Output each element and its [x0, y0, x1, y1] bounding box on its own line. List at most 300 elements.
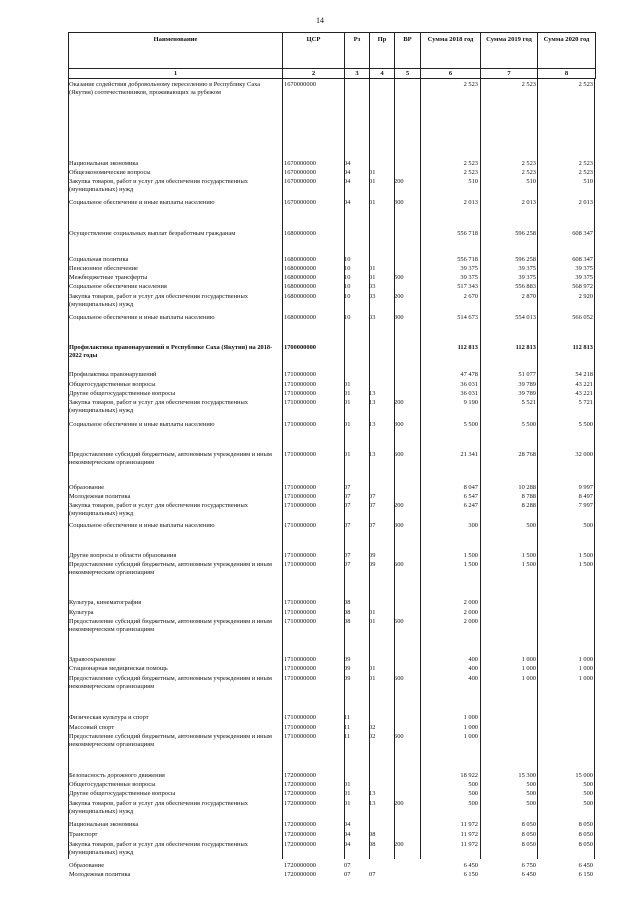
- cell-pr: 01: [369, 274, 376, 281]
- cell-rz: 08: [344, 618, 351, 625]
- header-sum-2018: Сумма 2018 год: [421, 33, 481, 69]
- cell-csr: 1710000000: [284, 665, 316, 672]
- cell-s18: 39 375: [460, 265, 478, 272]
- cell-s20: 7 997: [578, 502, 593, 509]
- cell-name: Культура, кинематография: [69, 599, 142, 606]
- column-number: 2: [283, 69, 345, 79]
- cell-s18: 2 000: [463, 599, 478, 606]
- cell-vr: 300: [394, 421, 404, 428]
- cell-s19: 500: [526, 522, 536, 529]
- cell-csr: 1710000000: [284, 609, 316, 616]
- cell-vr: 200: [394, 293, 404, 300]
- cell-csr: 1720000000: [284, 831, 316, 838]
- cell-csr: 1720000000: [284, 790, 316, 797]
- cell-name: Общеэкономические вопросы: [69, 169, 151, 176]
- cell-s20: 8 050: [578, 821, 593, 828]
- cell-s18: 1 500: [463, 552, 478, 559]
- table-header: [68, 32, 596, 79]
- cell-name: Образование: [69, 484, 105, 491]
- cell-csr: 1710000000: [284, 493, 316, 500]
- cell-csr: 1720000000: [284, 871, 316, 878]
- cell-pr: 01: [369, 178, 376, 185]
- cell-name: Молодежная политика: [69, 493, 131, 500]
- cell-s20: 6 150: [578, 871, 593, 878]
- cell-pr: 13: [369, 390, 376, 397]
- cell-s20: 500: [583, 800, 593, 807]
- cell-s20: 608 347: [572, 256, 593, 263]
- cell-s20: 9 997: [578, 484, 593, 491]
- cell-rz: 01: [344, 399, 351, 406]
- column-rule: [369, 79, 370, 859]
- cell-csr: 1720000000: [284, 800, 316, 807]
- cell-csr: 1670000000: [284, 178, 316, 185]
- cell-vr: 300: [394, 314, 404, 321]
- cell-s18: 39 375: [460, 274, 478, 281]
- cell-s20: 2 523: [578, 169, 593, 176]
- column-rule: [537, 79, 538, 859]
- cell-name: Другие общегосударственные вопросы: [69, 390, 176, 397]
- cell-vr: 500: [394, 274, 404, 281]
- cell-rz: 08: [344, 609, 351, 616]
- column-rule: [594, 79, 595, 859]
- column-rule: [480, 79, 481, 859]
- cell-rz: 07: [344, 502, 351, 509]
- header-csr: ЦСР: [283, 33, 345, 69]
- cell-csr: 1710000000: [284, 399, 316, 406]
- cell-s18: 6 150: [463, 871, 478, 878]
- column-number: 6: [421, 69, 481, 79]
- cell-s18: 1 000: [463, 714, 478, 721]
- cell-csr: 1680000000: [284, 314, 316, 321]
- cell-s20: 54 218: [575, 371, 593, 378]
- cell-s18: 517 343: [457, 283, 478, 290]
- cell-rz: 11: [344, 714, 351, 721]
- cell-s20: 608 347: [572, 230, 593, 237]
- cell-s20: 500: [583, 522, 593, 529]
- cell-pr: 13: [369, 800, 376, 807]
- cell-rz: 01: [344, 390, 351, 397]
- cell-s20: 39 375: [575, 274, 593, 281]
- cell-name: Социальное обеспечение и иные выплаты населению: [69, 199, 215, 206]
- cell-s19: 6 450: [521, 871, 536, 878]
- cell-rz: 11: [344, 733, 351, 740]
- cell-s19: 1 000: [521, 675, 536, 682]
- cell-s18: 500: [468, 790, 478, 797]
- cell-s18: 6 450: [463, 862, 478, 869]
- cell-rz: 09: [344, 665, 351, 672]
- cell-rz: 10: [344, 283, 351, 290]
- cell-s20: 6 450: [578, 862, 593, 869]
- cell-s18: 510: [468, 178, 478, 185]
- cell-s20: 8 497: [578, 493, 593, 500]
- cell-name: Массовый спорт: [69, 724, 115, 731]
- cell-s19: 500: [526, 800, 536, 807]
- cell-name: Межбюджетные трансферты: [69, 274, 148, 281]
- cell-name: Социальное обеспечение населения: [69, 283, 167, 290]
- cell-s18: 556 718: [457, 256, 478, 263]
- cell-csr: 1710000000: [284, 390, 316, 397]
- cell-s19: 1 500: [521, 552, 536, 559]
- cell-rz: 04: [344, 160, 351, 167]
- header-name: Наименование: [69, 33, 283, 69]
- cell-name: Предоставление субсидий бюджетным, автономным учреждениям и иным некоммерческим организациям: [69, 733, 272, 749]
- table-body: [68, 79, 595, 878]
- cell-pr: 02: [369, 724, 376, 731]
- cell-s20: 1 500: [578, 561, 593, 568]
- cell-s19: 8 788: [521, 493, 536, 500]
- cell-name: Профилактика правонарушений: [69, 371, 157, 378]
- cell-pr: 01: [369, 609, 376, 616]
- cell-vr: 600: [394, 561, 404, 568]
- cell-s19: 10 288: [518, 484, 536, 491]
- cell-csr: 1710000000: [284, 451, 316, 458]
- cell-s18: 112 813: [457, 344, 478, 351]
- cell-name: Предоставление субсидий бюджетным, автономным учреждениям и иным некоммерческим организациям: [69, 451, 272, 467]
- cell-pr: 01: [369, 665, 376, 672]
- column-rule: [344, 79, 345, 859]
- cell-s19: 596 258: [515, 256, 536, 263]
- cell-rz: 01: [344, 451, 351, 458]
- cell-s18: 2 523: [463, 169, 478, 176]
- cell-s19: 556 883: [515, 283, 536, 290]
- cell-csr: 1710000000: [284, 502, 316, 509]
- cell-name: Образование: [69, 862, 105, 869]
- cell-s18: 36 031: [460, 381, 478, 388]
- cell-s18: 11 972: [460, 831, 478, 838]
- cell-s19: 8 050: [521, 821, 536, 828]
- cell-csr: 1680000000: [284, 256, 316, 263]
- column-rule: [282, 79, 283, 859]
- cell-pr: 13: [369, 421, 376, 428]
- header-pr: Пр: [370, 33, 395, 69]
- column-number: 5: [395, 69, 421, 79]
- cell-name: Закупка товаров, работ и услуг для обеспечения государственных (муниципальных) нужд: [69, 502, 248, 518]
- cell-rz: 04: [344, 178, 351, 185]
- cell-rz: 04: [344, 199, 351, 206]
- cell-s18: 556 718: [457, 230, 478, 237]
- cell-name: Закупка товаров, работ и услуг для обеспечения государственных (муниципальных) нужд: [69, 800, 248, 816]
- cell-s20: 43 221: [575, 390, 593, 397]
- cell-rz: 04: [344, 831, 351, 838]
- cell-s18: 2 000: [463, 618, 478, 625]
- cell-csr: 1720000000: [284, 821, 316, 828]
- cell-s20: 1 000: [578, 675, 593, 682]
- cell-name: Профилактика правонарушений в Республике Саха (Якутия) на 2018-2022 годы: [69, 344, 273, 360]
- cell-pr: 08: [369, 831, 376, 838]
- cell-name: Безопасность дорожного движения: [69, 772, 165, 779]
- cell-rz: 08: [344, 599, 351, 606]
- cell-s19: 15 300: [518, 772, 536, 779]
- cell-pr: 01: [369, 618, 376, 625]
- cell-s18: 6 247: [463, 502, 478, 509]
- cell-pr: 07: [369, 871, 376, 878]
- cell-name: Оказание содействия добровольному переселению в Республику Саха (Якутия) соотечественников, проживающих за рубежом: [69, 81, 261, 97]
- cell-s18: 400: [468, 675, 478, 682]
- cell-s18: 400: [468, 665, 478, 672]
- cell-pr: 07: [369, 522, 376, 529]
- cell-rz: 01: [344, 381, 351, 388]
- budget-table: [68, 32, 595, 878]
- cell-s20: 39 375: [575, 265, 593, 272]
- cell-pr: 01: [369, 675, 376, 682]
- cell-s19: 6 750: [521, 862, 536, 869]
- cell-name: Закупка товаров, работ и услуг для обеспечения государственных (муниципальных) нужд: [69, 178, 248, 194]
- cell-pr: 03: [369, 283, 376, 290]
- cell-csr: 1710000000: [284, 618, 316, 625]
- cell-s20: 8 050: [578, 841, 593, 848]
- cell-vr: 200: [394, 178, 404, 185]
- cell-pr: 01: [369, 265, 376, 272]
- cell-s19: 39 789: [518, 381, 536, 388]
- cell-s20: 5 500: [578, 421, 593, 428]
- cell-name: Транспорт: [69, 831, 98, 838]
- cell-s18: 514 673: [457, 314, 478, 321]
- cell-csr: 1710000000: [284, 675, 316, 682]
- cell-s18: 2 670: [463, 293, 478, 300]
- cell-s20: 500: [583, 781, 593, 788]
- cell-rz: 01: [344, 421, 351, 428]
- cell-rz: 11: [344, 724, 351, 731]
- cell-name: Другие вопросы в области образования: [69, 552, 177, 559]
- cell-s20: 2 523: [578, 81, 593, 88]
- cell-pr: 13: [369, 451, 376, 458]
- cell-csr: 1670000000: [284, 81, 316, 88]
- column-rule: [394, 79, 395, 859]
- cell-csr: 1680000000: [284, 274, 316, 281]
- cell-csr: 1720000000: [284, 862, 316, 869]
- cell-vr: 600: [394, 733, 404, 740]
- cell-rz: 09: [344, 656, 351, 663]
- cell-name: Социальное обеспечение и иные выплаты населению: [69, 522, 215, 529]
- cell-name: Социальное обеспечение и иные выплаты населению: [69, 314, 215, 321]
- cell-pr: 09: [369, 552, 376, 559]
- cell-pr: 07: [369, 502, 376, 509]
- cell-s19: 28 768: [518, 451, 536, 458]
- cell-s18: 2 013: [463, 199, 478, 206]
- cell-s18: 500: [468, 800, 478, 807]
- cell-s19: 8 288: [521, 502, 536, 509]
- cell-s19: 1 000: [521, 656, 536, 663]
- cell-name: Культура: [69, 609, 94, 616]
- cell-csr: 1710000000: [284, 381, 316, 388]
- cell-csr: 1680000000: [284, 283, 316, 290]
- cell-s19: 39 375: [518, 265, 536, 272]
- cell-s20: 1 000: [578, 656, 593, 663]
- cell-pr: 13: [369, 790, 376, 797]
- cell-s18: 18 922: [460, 772, 478, 779]
- cell-vr: 600: [394, 451, 404, 458]
- cell-s18: 11 972: [460, 841, 478, 848]
- cell-s20: 568 972: [572, 283, 593, 290]
- cell-s19: 510: [526, 178, 536, 185]
- cell-vr: 200: [394, 399, 404, 406]
- cell-s20: 112 813: [572, 344, 593, 351]
- cell-csr: 1710000000: [284, 552, 316, 559]
- cell-name: Национальная экономика: [69, 160, 139, 167]
- cell-pr: 03: [369, 314, 376, 321]
- cell-csr: 1710000000: [284, 733, 316, 740]
- cell-s18: 2 523: [463, 160, 478, 167]
- cell-csr: 1720000000: [284, 781, 316, 788]
- cell-csr: 1710000000: [284, 421, 316, 428]
- cell-s18: 1 500: [463, 561, 478, 568]
- column-number: 3: [345, 69, 370, 79]
- cell-rz: 01: [344, 800, 351, 807]
- cell-rz: 07: [344, 552, 351, 559]
- cell-name: Здравоохранение: [69, 656, 116, 663]
- column-number: 8: [538, 69, 596, 79]
- cell-name: Социальное обеспечение и иные выплаты населению: [69, 421, 215, 428]
- cell-csr: 1710000000: [284, 561, 316, 568]
- cell-pr: 02: [369, 733, 376, 740]
- cell-pr: 09: [369, 561, 376, 568]
- cell-s19: 554 013: [515, 314, 536, 321]
- cell-rz: 04: [344, 169, 351, 176]
- cell-name: Закупка товаров, работ и услуг для обеспечения государственных (муниципальных) нужд: [69, 293, 248, 309]
- cell-csr: 1710000000: [284, 371, 316, 378]
- cell-s20: 2 013: [578, 199, 593, 206]
- cell-s19: 8 050: [521, 831, 536, 838]
- cell-pr: 01: [369, 199, 376, 206]
- cell-s19: 8 050: [521, 841, 536, 848]
- header-vr: ВР: [395, 33, 421, 69]
- cell-name: Общегосударственные вопросы: [69, 381, 156, 388]
- cell-s20: 5 721: [578, 399, 593, 406]
- cell-pr: 08: [369, 841, 376, 848]
- cell-s19: 1 500: [521, 561, 536, 568]
- cell-rz: 07: [344, 522, 351, 529]
- cell-csr: 1710000000: [284, 714, 316, 721]
- cell-rz: 09: [344, 675, 351, 682]
- cell-s19: 39 375: [518, 274, 536, 281]
- cell-s19: 5 521: [521, 399, 536, 406]
- cell-rz: 07: [344, 484, 351, 491]
- cell-vr: 200: [394, 502, 404, 509]
- cell-s20: 43 221: [575, 381, 593, 388]
- cell-s18: 5 500: [463, 421, 478, 428]
- cell-vr: 600: [394, 675, 404, 682]
- column-rule: [420, 79, 421, 859]
- cell-csr: 1670000000: [284, 169, 316, 176]
- column-number: 4: [370, 69, 395, 79]
- cell-name: Другие общегосударственные вопросы: [69, 790, 176, 797]
- header-sum-2019: Сумма 2019 год: [481, 33, 538, 69]
- cell-name: Национальная экономика: [69, 821, 139, 828]
- cell-csr: 1680000000: [284, 265, 316, 272]
- cell-name: Закупка товаров, работ и услуг для обеспечения государственных (муниципальных) нужд: [69, 399, 248, 415]
- cell-rz: 01: [344, 781, 351, 788]
- cell-name: Общегосударственные вопросы: [69, 781, 156, 788]
- cell-s18: 47 478: [460, 371, 478, 378]
- cell-s19: 2 013: [521, 199, 536, 206]
- cell-s18: 11 972: [460, 821, 478, 828]
- cell-name: Молодежная политика: [69, 871, 131, 878]
- cell-s18: 9 190: [463, 399, 478, 406]
- cell-rz: 07: [344, 862, 351, 869]
- cell-name: Закупка товаров, работ и услуг для обеспечения государственных (муниципальных) нужд: [69, 841, 248, 857]
- cell-pr: 03: [369, 293, 376, 300]
- column-number: 1: [69, 69, 283, 79]
- cell-s18: 2 523: [463, 81, 478, 88]
- cell-s20: 32 000: [575, 451, 593, 458]
- cell-s18: 400: [468, 656, 478, 663]
- cell-pr: 01: [369, 169, 376, 176]
- cell-csr: 1710000000: [284, 484, 316, 491]
- cell-rz: 07: [344, 561, 351, 568]
- cell-rz: 10: [344, 256, 351, 263]
- cell-s19: 2 870: [521, 293, 536, 300]
- cell-s18: 1 000: [463, 733, 478, 740]
- cell-csr: 1710000000: [284, 522, 316, 529]
- cell-name: Предоставление субсидий бюджетным, автономным учреждениям и иным некоммерческим организациям: [69, 675, 272, 691]
- cell-s20: 2 523: [578, 160, 593, 167]
- cell-s20: 15 000: [575, 772, 593, 779]
- cell-s18: 300: [468, 522, 478, 529]
- cell-s18: 500: [468, 781, 478, 788]
- cell-vr: 300: [394, 522, 404, 529]
- cell-s19: 1 000: [521, 665, 536, 672]
- cell-vr: 600: [394, 618, 404, 625]
- cell-s20: 500: [583, 790, 593, 797]
- cell-vr: 200: [394, 800, 404, 807]
- cell-s20: 2 920: [578, 293, 593, 300]
- cell-rz: 07: [344, 493, 351, 500]
- page-number: 14: [316, 16, 324, 25]
- cell-name: Пенсионное обеспечение: [69, 265, 138, 272]
- cell-s19: 500: [526, 781, 536, 788]
- cell-s18: 36 031: [460, 390, 478, 397]
- header-rz: Рз: [345, 33, 370, 69]
- cell-csr: 1680000000: [284, 230, 316, 237]
- cell-s18: 6 547: [463, 493, 478, 500]
- cell-rz: 10: [344, 274, 351, 281]
- cell-rz: 10: [344, 314, 351, 321]
- cell-rz: 07: [344, 871, 351, 878]
- cell-s18: 21 341: [460, 451, 478, 458]
- cell-name: Предоставление субсидий бюджетным, автономным учреждениям и иным некоммерческим организациям: [69, 618, 272, 634]
- cell-csr: 1710000000: [284, 724, 316, 731]
- cell-csr: 1700000000: [284, 344, 316, 351]
- cell-name: Стационарная медицинская помощь: [69, 665, 168, 672]
- cell-csr: 1710000000: [284, 656, 316, 663]
- cell-s19: 2 523: [521, 81, 536, 88]
- cell-s18: 1 000: [463, 724, 478, 731]
- column-number: 7: [481, 69, 538, 79]
- cell-rz: 10: [344, 293, 351, 300]
- cell-name: Предоставление субсидий бюджетным, автономным учреждениям и иным некоммерческим организациям: [69, 561, 272, 577]
- cell-pr: 07: [369, 493, 376, 500]
- cell-s19: 39 789: [518, 390, 536, 397]
- cell-s19: 112 813: [515, 344, 536, 351]
- cell-rz: 10: [344, 265, 351, 272]
- cell-csr: 1680000000: [284, 293, 316, 300]
- cell-s19: 2 523: [521, 169, 536, 176]
- cell-s18: 2 000: [463, 609, 478, 616]
- cell-csr: 1670000000: [284, 199, 316, 206]
- cell-name: Социальная политика: [69, 256, 129, 263]
- cell-name: Осуществление социальных выплат безработным гражданам: [69, 230, 236, 237]
- cell-csr: 1720000000: [284, 772, 316, 779]
- cell-csr: 1720000000: [284, 841, 316, 848]
- cell-s20: 8 050: [578, 831, 593, 838]
- cell-s20: 1 000: [578, 665, 593, 672]
- cell-rz: 04: [344, 841, 351, 848]
- cell-s20: 510: [583, 178, 593, 185]
- cell-rz: 01: [344, 790, 351, 797]
- cell-s18: 8 047: [463, 484, 478, 491]
- cell-s19: 500: [526, 790, 536, 797]
- cell-s20: 566 052: [572, 314, 593, 321]
